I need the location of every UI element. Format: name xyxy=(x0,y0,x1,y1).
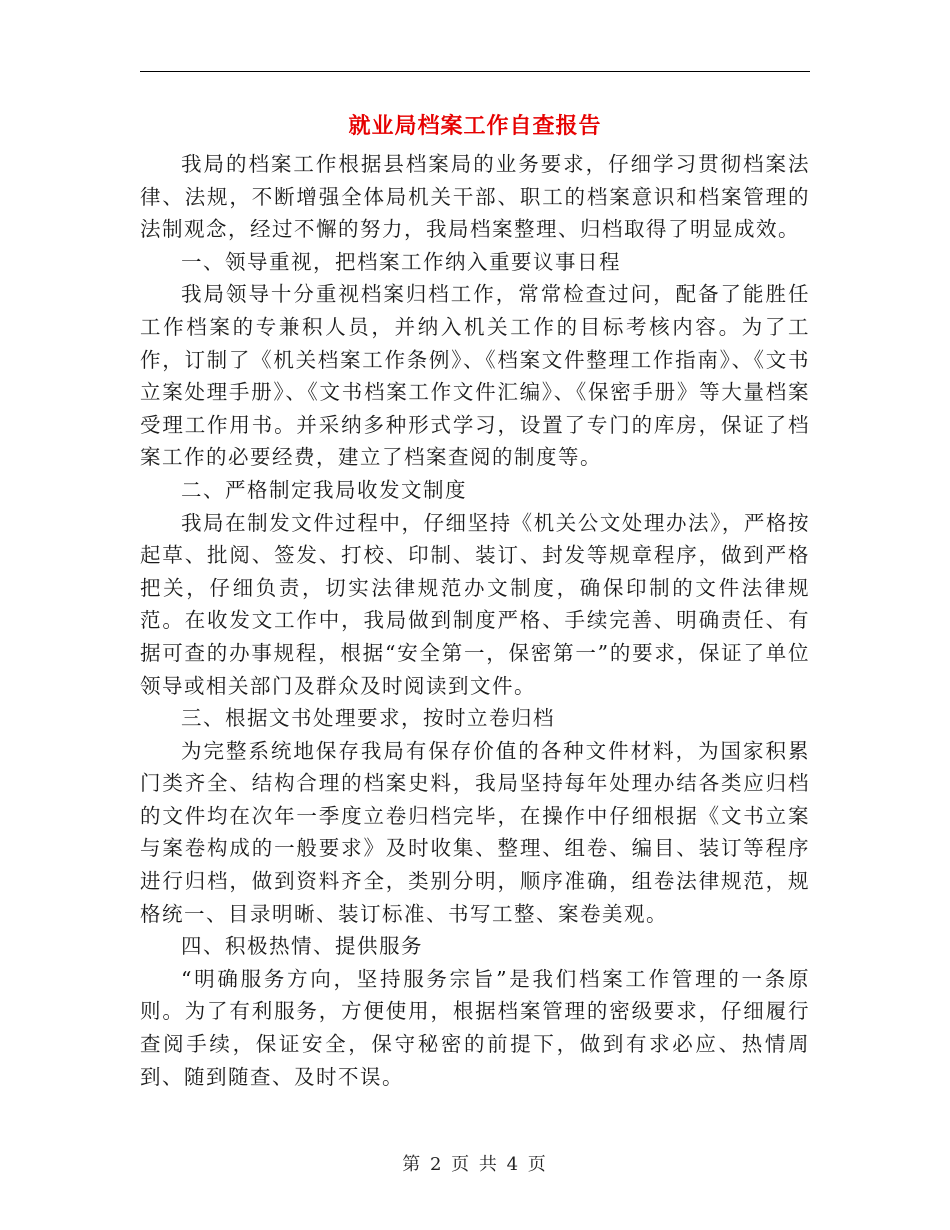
header-rule xyxy=(140,71,810,72)
section-4-body: “明确服务方向，坚持服务宗旨”是我们档案工作管理的一条原则。为了有利服务，方便使用，根据档案管理的密级要求，仔细履行查阅手续，保证安全，保守秘密的前提下，做到有求必应、热情周到、随到随查、及时不误。 xyxy=(140,966,810,1089)
section-3-body: 为完整系统地保存我局有保存价值的各种文件材料，为国家积累门类齐全、结构合理的档案史料，我局坚持每年处理办结各类应归档的文件均在次年一季度立卷归档完毕，在操作中仔细根据《文书立案与案卷构成的一般要求》及时收集、整理、组卷、编目、装订等程序进行归档，做到资料齐全，类别分明，顺序准确，组卷法律规范，规格统一、目录明晰、装订标准、书写工整、案卷美观。 xyxy=(140,738,810,926)
document-body xyxy=(140,108,810,1093)
page-number: 第 2 页 共 4 页 xyxy=(402,1154,548,1175)
section-3-heading: 三、根据文书处理要求，按时立卷归档 xyxy=(181,706,555,731)
section-2-heading: 二、严格制定我局收发文制度 xyxy=(181,477,467,502)
document-title: 就业局档案工作自查报告 xyxy=(348,113,602,139)
section-1-heading: 一、领导重视，把档案工作纳入重要议事日程 xyxy=(181,249,621,274)
section-1-body: 我局领导十分重视档案归档工作，常常检查过问，配备了能胜任工作档案的专兼积人员，并纳入机关工作的目标考核内容。为了工作，订制了《机关档案工作条例》、《档案文件整理工作指南》、《文书立案处理手册》、《文书档案工作文件汇编》、《保密手册》等大量档案受理工作用书。并采纳多种形式学习，设置了专门的库房，保证了档案工作的必要经费，建立了档案查阅的制度等。 xyxy=(140,282,810,470)
section-2-body: 我局在制发文件过程中，仔细坚持《机关公文处理办法》，严格按起草、批阅、签发、打校、印制、装订、封发等规章程序，做到严格把关，仔细负责，切实法律规范办文制度，确保印制的文件法律规范。在收发文工作中，我局做到制度严格、手续完善、明确责任、有据可查的办事规程，根据“安全第一，保密第一”的要求，保证了单位领导或相关部门及群众及时阅读到文件。 xyxy=(140,510,810,698)
intro-paragraph: 我局的档案工作根据县档案局的业务要求，仔细学习贯彻档案法律、法规，不断增强全体局机关干部、职工的档案意识和档案管理的法制观念，经过不懈的努力，我局档案整理、归档取得了明显成效。 xyxy=(140,152,810,242)
section-4-heading: 四、积极热情、提供服务 xyxy=(181,934,423,959)
